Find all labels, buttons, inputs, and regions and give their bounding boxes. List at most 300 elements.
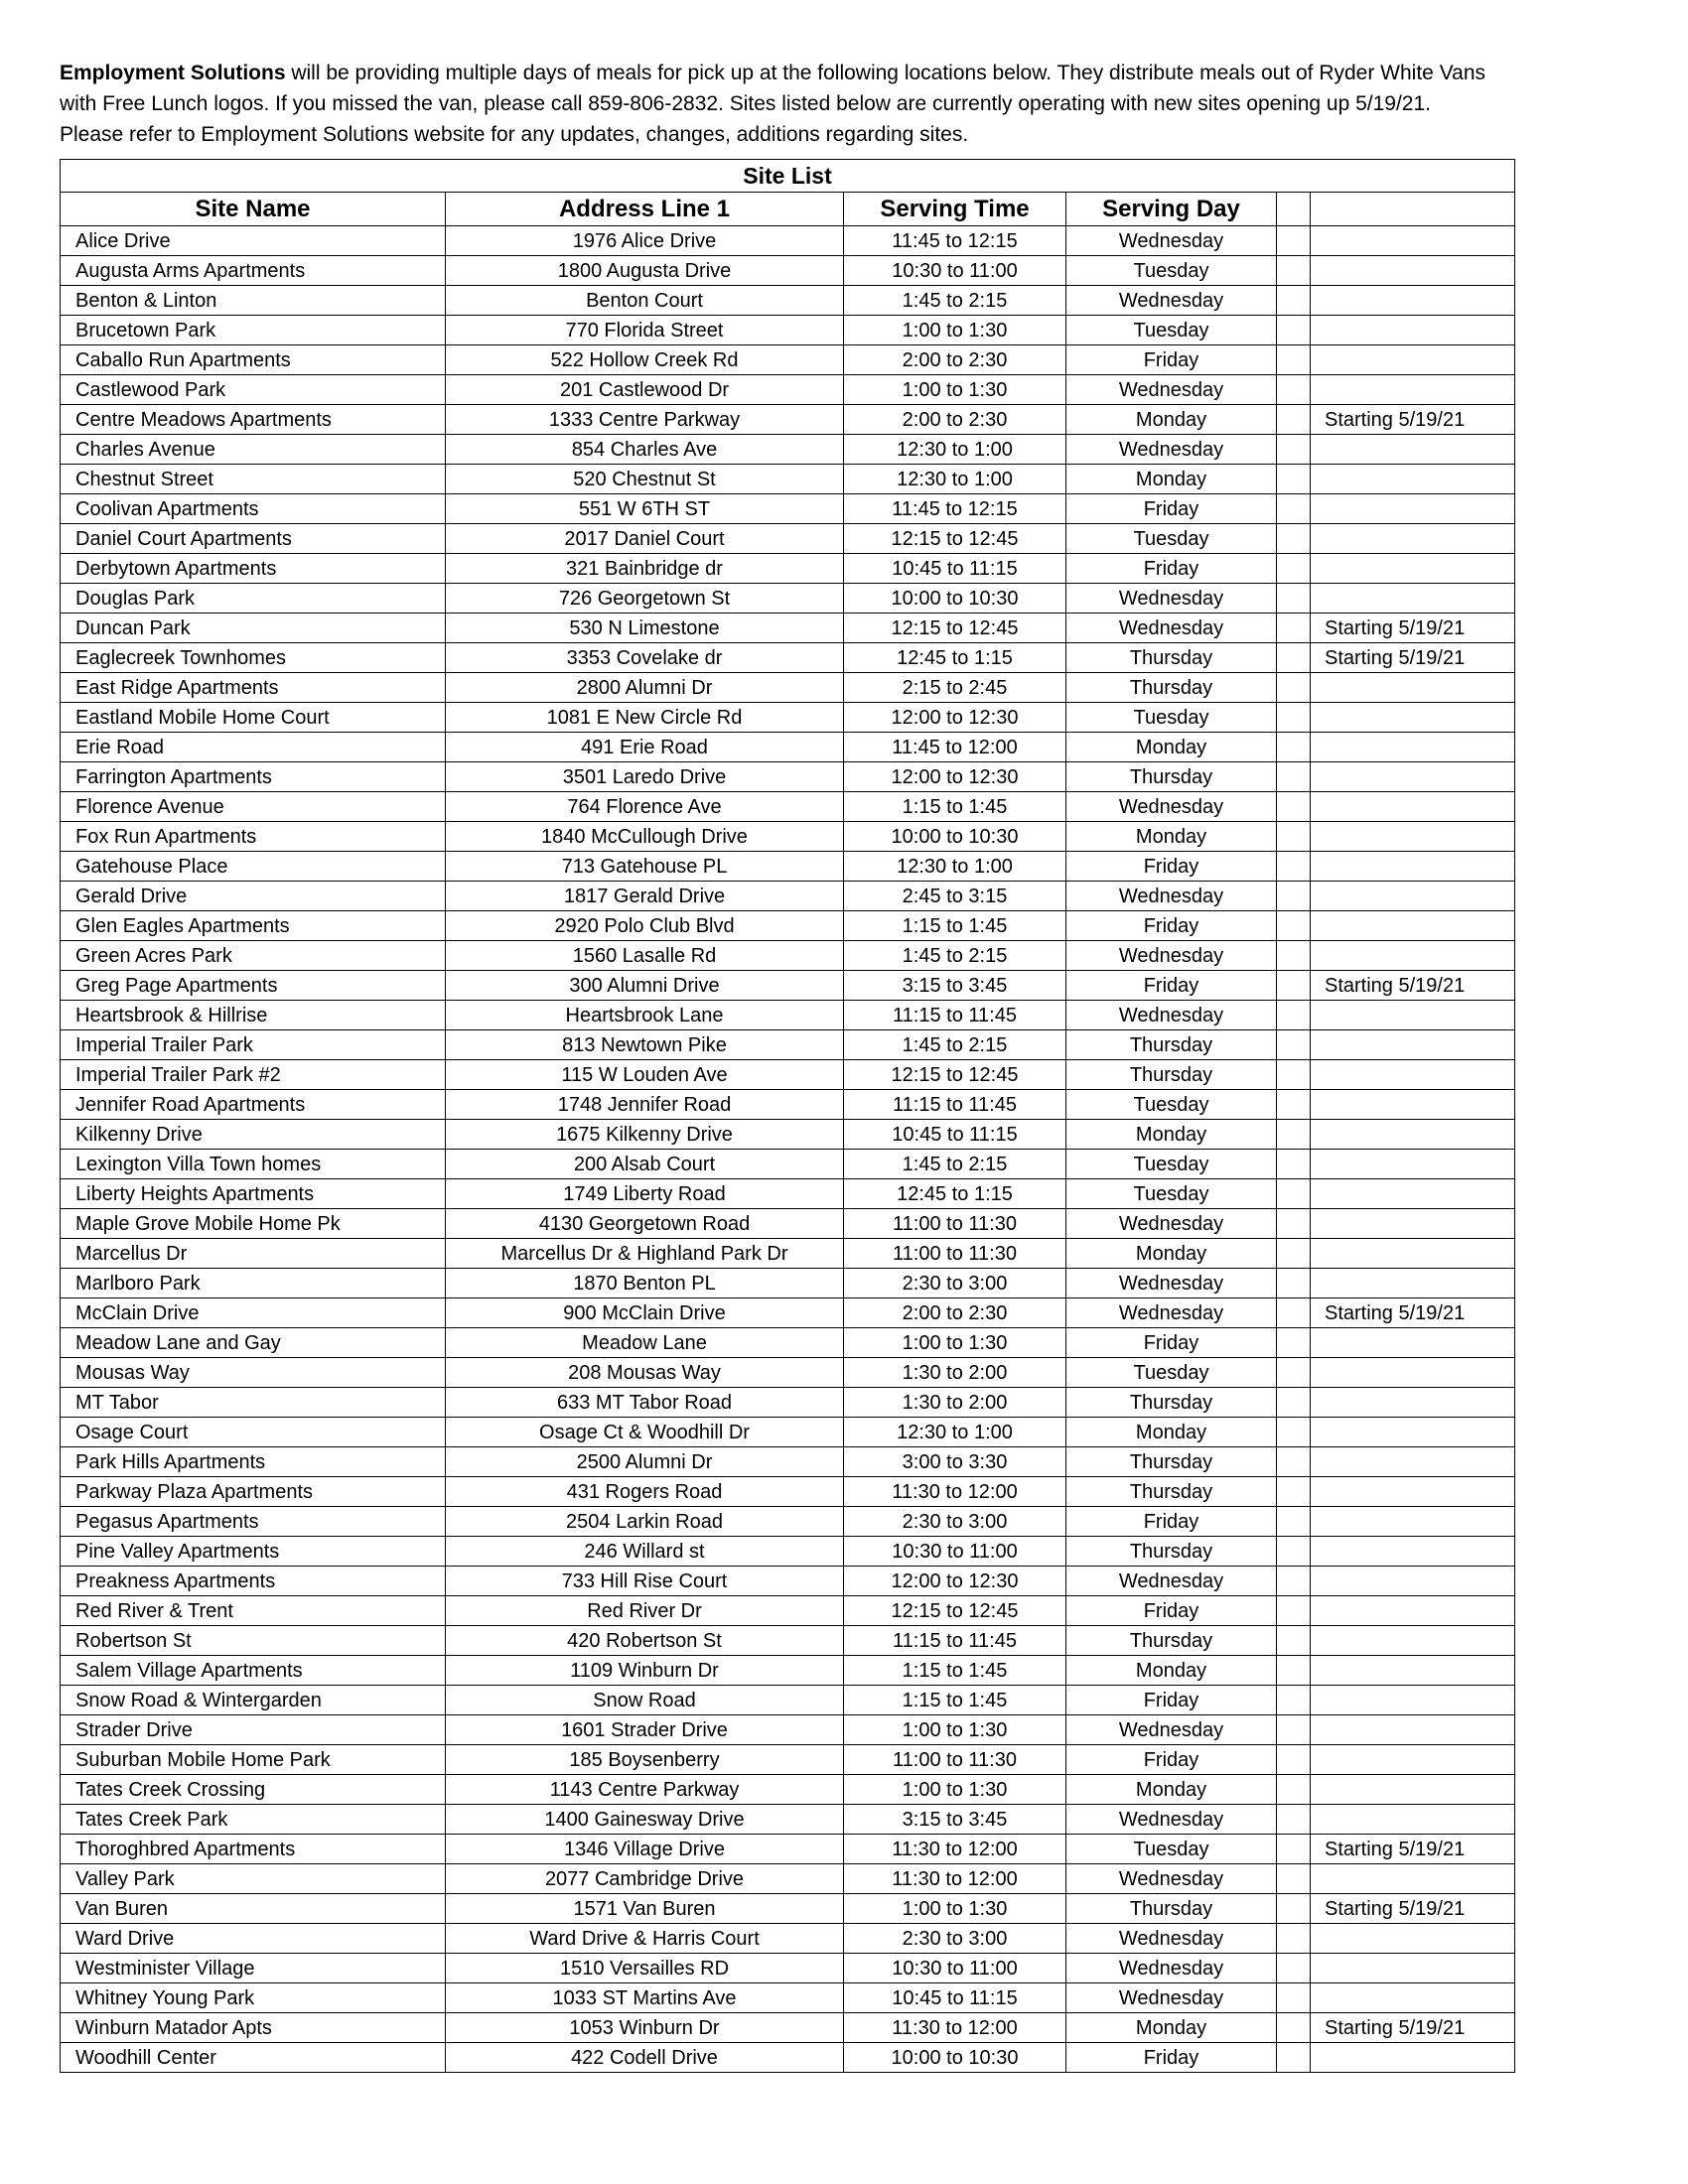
site-name-cell: Westminister Village (61, 1954, 446, 1983)
serving-time-cell: 3:15 to 3:45 (844, 971, 1066, 1001)
blank-cell (1277, 1686, 1311, 1715)
address-cell: 1400 Gainesway Drive (446, 1805, 844, 1835)
address-cell: Benton Court (446, 286, 844, 316)
note-cell (1311, 1954, 1515, 1983)
blank-cell (1277, 1388, 1311, 1418)
serving-time-cell: 1:00 to 1:30 (844, 1894, 1066, 1924)
site-name-cell: Erie Road (61, 733, 446, 762)
serving-time-cell: 10:00 to 10:30 (844, 2043, 1066, 2073)
blank-cell (1277, 1269, 1311, 1298)
address-cell: 1601 Strader Drive (446, 1715, 844, 1745)
site-name-cell: MT Tabor (61, 1388, 446, 1418)
note-cell (1311, 733, 1515, 762)
blank-cell (1277, 1775, 1311, 1805)
table-row (61, 2013, 1515, 2043)
note-cell: Starting 5/19/21 (1311, 1298, 1515, 1328)
address-cell: 1748 Jennifer Road (446, 1090, 844, 1120)
intro-line-1 (60, 58, 1648, 88)
table-row (61, 1120, 1515, 1150)
serving-time-cell: 10:30 to 11:00 (844, 1537, 1066, 1567)
table-row (61, 1745, 1515, 1775)
serving-day-cell: Wednesday (1066, 286, 1277, 316)
serving-time-cell: 1:45 to 2:15 (844, 1150, 1066, 1179)
table-row (61, 465, 1515, 494)
blank-cell (1277, 465, 1311, 494)
serving-day-cell: Wednesday (1066, 1209, 1277, 1239)
serving-time-cell: 11:15 to 11:45 (844, 1626, 1066, 1656)
table-row (61, 614, 1515, 643)
site-name-cell: Caballo Run Apartments (61, 345, 446, 375)
table-row (61, 1626, 1515, 1656)
address-cell: 2500 Alumni Dr (446, 1447, 844, 1477)
site-name-cell: McClain Drive (61, 1298, 446, 1328)
table-row (61, 1090, 1515, 1120)
serving-day-cell: Tuesday (1066, 1358, 1277, 1388)
address-cell: Heartsbrook Lane (446, 1001, 844, 1030)
serving-day-cell: Tuesday (1066, 1150, 1277, 1179)
serving-day-cell: Friday (1066, 554, 1277, 584)
serving-time-cell: 1:00 to 1:30 (844, 316, 1066, 345)
note-cell (1311, 1418, 1515, 1447)
note-cell (1311, 286, 1515, 316)
table-row (61, 911, 1515, 941)
address-cell: 1870 Benton PL (446, 1269, 844, 1298)
site-name-cell: Glen Eagles Apartments (61, 911, 446, 941)
serving-day-cell: Monday (1066, 465, 1277, 494)
serving-time-cell: 12:30 to 1:00 (844, 465, 1066, 494)
serving-time-cell: 12:15 to 12:45 (844, 614, 1066, 643)
table-row (61, 286, 1515, 316)
address-cell: Red River Dr (446, 1596, 844, 1626)
site-name-cell: Imperial Trailer Park #2 (61, 1060, 446, 1090)
note-cell (1311, 1269, 1515, 1298)
table-row (61, 673, 1515, 703)
serving-day-cell: Monday (1066, 405, 1277, 435)
site-name-cell: Pegasus Apartments (61, 1507, 446, 1537)
blank-cell (1277, 1477, 1311, 1507)
table-row (61, 1001, 1515, 1030)
address-cell: 1800 Augusta Drive (446, 256, 844, 286)
table-row (61, 2043, 1515, 2073)
table-row (61, 256, 1515, 286)
table-row (61, 1686, 1515, 1715)
table-row (61, 316, 1515, 345)
note-cell (1311, 792, 1515, 822)
note-cell (1311, 554, 1515, 584)
serving-day-cell: Wednesday (1066, 1269, 1277, 1298)
site-name-cell: Osage Court (61, 1418, 446, 1447)
serving-day-cell: Wednesday (1066, 792, 1277, 822)
site-name-cell: Green Acres Park (61, 941, 446, 971)
address-cell: Snow Road (446, 1686, 844, 1715)
table-row (61, 1209, 1515, 1239)
serving-time-cell: 1:30 to 2:00 (844, 1358, 1066, 1388)
header-serving-day: Serving Day (1066, 193, 1277, 226)
serving-day-cell: Wednesday (1066, 435, 1277, 465)
note-cell (1311, 1447, 1515, 1477)
serving-time-cell: 10:45 to 11:15 (844, 1120, 1066, 1150)
address-cell: 1143 Centre Parkway (446, 1775, 844, 1805)
address-cell: 770 Florida Street (446, 316, 844, 345)
site-name-cell: Alice Drive (61, 226, 446, 256)
site-name-cell: Tates Creek Park (61, 1805, 446, 1835)
note-cell (1311, 1358, 1515, 1388)
serving-day-cell: Thursday (1066, 1447, 1277, 1477)
blank-cell (1277, 256, 1311, 286)
address-cell: Marcellus Dr & Highland Park Dr (446, 1239, 844, 1269)
blank-cell (1277, 316, 1311, 345)
note-cell (1311, 1686, 1515, 1715)
address-cell: 713 Gatehouse PL (446, 852, 844, 882)
serving-day-cell: Friday (1066, 1507, 1277, 1537)
serving-day-cell: Thursday (1066, 673, 1277, 703)
blank-cell (1277, 703, 1311, 733)
site-name-cell: Woodhill Center (61, 2043, 446, 2073)
serving-time-cell: 3:15 to 3:45 (844, 1805, 1066, 1835)
site-name-cell: Van Buren (61, 1894, 446, 1924)
site-name-cell: Maple Grove Mobile Home Pk (61, 1209, 446, 1239)
serving-time-cell: 12:30 to 1:00 (844, 1418, 1066, 1447)
site-name-cell: Fox Run Apartments (61, 822, 446, 852)
serving-day-cell: Monday (1066, 822, 1277, 852)
note-cell (1311, 375, 1515, 405)
note-cell (1311, 1924, 1515, 1954)
blank-cell (1277, 1805, 1311, 1835)
note-cell (1311, 1567, 1515, 1596)
blank-cell (1277, 1060, 1311, 1090)
table-row (61, 375, 1515, 405)
note-cell (1311, 1001, 1515, 1030)
serving-time-cell: 2:15 to 2:45 (844, 673, 1066, 703)
note-cell (1311, 1626, 1515, 1656)
blank-cell (1277, 226, 1311, 256)
note-cell (1311, 1150, 1515, 1179)
address-cell: 321 Bainbridge dr (446, 554, 844, 584)
note-cell: Starting 5/19/21 (1311, 2013, 1515, 2043)
note-cell (1311, 1715, 1515, 1745)
address-cell: 733 Hill Rise Court (446, 1567, 844, 1596)
table-row (61, 435, 1515, 465)
serving-time-cell: 11:45 to 12:15 (844, 226, 1066, 256)
note-cell (1311, 1209, 1515, 1239)
table-row (61, 1418, 1515, 1447)
serving-time-cell: 2:30 to 3:00 (844, 1507, 1066, 1537)
note-cell (1311, 1596, 1515, 1626)
serving-time-cell: 11:00 to 11:30 (844, 1209, 1066, 1239)
serving-day-cell: Wednesday (1066, 941, 1277, 971)
serving-time-cell: 12:30 to 1:00 (844, 852, 1066, 882)
address-cell: 1033 ST Martins Ave (446, 1983, 844, 2013)
serving-day-cell: Monday (1066, 2013, 1277, 2043)
serving-time-cell: 2:45 to 3:15 (844, 882, 1066, 911)
serving-day-cell: Wednesday (1066, 584, 1277, 614)
site-name-cell: Duncan Park (61, 614, 446, 643)
site-name-cell: Coolivan Apartments (61, 494, 446, 524)
serving-time-cell: 10:00 to 10:30 (844, 822, 1066, 852)
note-cell (1311, 226, 1515, 256)
note-cell (1311, 673, 1515, 703)
blank-cell (1277, 733, 1311, 762)
table-row (61, 852, 1515, 882)
blank-cell (1277, 1179, 1311, 1209)
blank-cell (1277, 1924, 1311, 1954)
address-cell: 813 Newtown Pike (446, 1030, 844, 1060)
table-row (61, 703, 1515, 733)
serving-time-cell: 12:45 to 1:15 (844, 643, 1066, 673)
blank-cell (1277, 2043, 1311, 2073)
table-row (61, 226, 1515, 256)
serving-time-cell: 1:45 to 2:15 (844, 1030, 1066, 1060)
note-cell (1311, 1656, 1515, 1686)
site-list-table (60, 159, 1515, 2073)
serving-day-cell: Tuesday (1066, 524, 1277, 554)
site-name-cell: Farrington Apartments (61, 762, 446, 792)
table-title: Site List (61, 160, 1515, 193)
note-cell (1311, 584, 1515, 614)
site-name-cell: Benton & Linton (61, 286, 446, 316)
site-name-cell: Suburban Mobile Home Park (61, 1745, 446, 1775)
site-name-cell: Preakness Apartments (61, 1567, 446, 1596)
table-row (61, 1924, 1515, 1954)
site-name-cell: Red River & Trent (61, 1596, 446, 1626)
blank-cell (1277, 673, 1311, 703)
serving-time-cell: 11:00 to 11:30 (844, 1239, 1066, 1269)
serving-time-cell: 1:30 to 2:00 (844, 1388, 1066, 1418)
serving-day-cell: Friday (1066, 1328, 1277, 1358)
blank-cell (1277, 971, 1311, 1001)
note-cell (1311, 1388, 1515, 1418)
note-cell (1311, 911, 1515, 941)
note-cell (1311, 1060, 1515, 1090)
table-row (61, 1358, 1515, 1388)
address-cell: 1749 Liberty Road (446, 1179, 844, 1209)
note-cell (1311, 762, 1515, 792)
table-row (61, 1239, 1515, 1269)
serving-day-cell: Friday (1066, 2043, 1277, 2073)
address-cell: 900 McClain Drive (446, 1298, 844, 1328)
serving-day-cell: Thursday (1066, 1060, 1277, 1090)
serving-time-cell: 1:15 to 1:45 (844, 1656, 1066, 1686)
serving-day-cell: Tuesday (1066, 1179, 1277, 1209)
serving-time-cell: 2:30 to 3:00 (844, 1924, 1066, 1954)
table-row (61, 1388, 1515, 1418)
blank-cell (1277, 524, 1311, 554)
serving-day-cell: Wednesday (1066, 1567, 1277, 1596)
serving-day-cell: Wednesday (1066, 1298, 1277, 1328)
address-cell: 246 Willard st (446, 1537, 844, 1567)
serving-time-cell: 11:15 to 11:45 (844, 1090, 1066, 1120)
blank-cell (1277, 1626, 1311, 1656)
address-cell: 185 Boysenberry (446, 1745, 844, 1775)
table-row (61, 1298, 1515, 1328)
site-name-cell: Park Hills Apartments (61, 1447, 446, 1477)
intro-line-2: with Free Lunch logos. If you missed the van, please call 859-806-2832. Sites listed below are currently operating with new sites opening up 5/19/21. (60, 92, 1431, 115)
address-cell: 2920 Polo Club Blvd (446, 911, 844, 941)
blank-cell (1277, 911, 1311, 941)
blank-cell (1277, 1209, 1311, 1239)
header-site-name: Site Name (61, 193, 446, 226)
serving-time-cell: 2:30 to 3:00 (844, 1269, 1066, 1298)
serving-day-cell: Tuesday (1066, 1090, 1277, 1120)
blank-cell (1277, 1418, 1311, 1447)
table-row (61, 941, 1515, 971)
serving-time-cell: 12:30 to 1:00 (844, 435, 1066, 465)
site-name-cell: Centre Meadows Apartments (61, 405, 446, 435)
blank-cell (1277, 762, 1311, 792)
table-row (61, 1715, 1515, 1745)
blank-cell (1277, 2013, 1311, 2043)
serving-time-cell: 1:00 to 1:30 (844, 1775, 1066, 1805)
blank-cell (1277, 1298, 1311, 1328)
serving-day-cell: Friday (1066, 911, 1277, 941)
note-cell (1311, 1090, 1515, 1120)
serving-day-cell: Friday (1066, 971, 1277, 1001)
table-body (61, 226, 1515, 2073)
intro-paragraph (60, 58, 1648, 150)
blank-cell (1277, 852, 1311, 882)
serving-day-cell: Wednesday (1066, 614, 1277, 643)
serving-day-cell: Thursday (1066, 1894, 1277, 1924)
serving-day-cell: Tuesday (1066, 703, 1277, 733)
header-blank-1 (1277, 193, 1311, 226)
serving-time-cell: 1:00 to 1:30 (844, 1328, 1066, 1358)
site-name-cell: Eastland Mobile Home Court (61, 703, 446, 733)
address-cell: 3501 Laredo Drive (446, 762, 844, 792)
site-name-cell: Mousas Way (61, 1358, 446, 1388)
serving-time-cell: 12:15 to 12:45 (844, 1596, 1066, 1626)
serving-day-cell: Wednesday (1066, 1001, 1277, 1030)
address-cell: 764 Florence Ave (446, 792, 844, 822)
blank-cell (1277, 1358, 1311, 1388)
blank-cell (1277, 1537, 1311, 1567)
blank-cell (1277, 1328, 1311, 1358)
table-title-row (61, 160, 1515, 193)
address-cell: 633 MT Tabor Road (446, 1388, 844, 1418)
blank-cell (1277, 584, 1311, 614)
serving-time-cell: 1:15 to 1:45 (844, 1686, 1066, 1715)
note-cell (1311, 316, 1515, 345)
note-cell (1311, 882, 1515, 911)
site-name-cell: Imperial Trailer Park (61, 1030, 446, 1060)
serving-day-cell: Wednesday (1066, 1924, 1277, 1954)
serving-day-cell: Monday (1066, 1120, 1277, 1150)
note-cell (1311, 1983, 1515, 2013)
serving-day-cell: Friday (1066, 1596, 1277, 1626)
address-cell: 1333 Centre Parkway (446, 405, 844, 435)
table-row (61, 1864, 1515, 1894)
table-row (61, 584, 1515, 614)
table-row (61, 494, 1515, 524)
serving-time-cell: 2:00 to 2:30 (844, 345, 1066, 375)
table-row (61, 405, 1515, 435)
address-cell: 1840 McCullough Drive (446, 822, 844, 852)
address-cell: 726 Georgetown St (446, 584, 844, 614)
note-cell: Starting 5/19/21 (1311, 643, 1515, 673)
table-row (61, 1596, 1515, 1626)
site-name-cell: Thoroghbred Apartments (61, 1835, 446, 1864)
serving-time-cell: 10:30 to 11:00 (844, 1954, 1066, 1983)
site-name-cell: Gatehouse Place (61, 852, 446, 882)
note-cell (1311, 1179, 1515, 1209)
serving-time-cell: 12:00 to 12:30 (844, 1567, 1066, 1596)
blank-cell (1277, 286, 1311, 316)
site-name-cell: Gerald Drive (61, 882, 446, 911)
address-cell: 1346 Village Drive (446, 1835, 844, 1864)
site-name-cell: Douglas Park (61, 584, 446, 614)
site-name-cell: Brucetown Park (61, 316, 446, 345)
table-row (61, 1954, 1515, 1983)
address-cell: 201 Castlewood Dr (446, 375, 844, 405)
note-cell (1311, 524, 1515, 554)
address-cell: Ward Drive & Harris Court (446, 1924, 844, 1954)
serving-time-cell: 10:45 to 11:15 (844, 1983, 1066, 2013)
table-row (61, 882, 1515, 911)
site-name-cell: Eaglecreek Townhomes (61, 643, 446, 673)
site-name-cell: East Ridge Apartments (61, 673, 446, 703)
serving-time-cell: 2:00 to 2:30 (844, 1298, 1066, 1328)
address-cell: 115 W Louden Ave (446, 1060, 844, 1090)
serving-day-cell: Wednesday (1066, 226, 1277, 256)
serving-time-cell: 3:00 to 3:30 (844, 1447, 1066, 1477)
note-cell (1311, 494, 1515, 524)
serving-time-cell: 1:15 to 1:45 (844, 792, 1066, 822)
table-row (61, 1537, 1515, 1567)
address-cell: 3353 Covelake dr (446, 643, 844, 673)
header-address: Address Line 1 (446, 193, 844, 226)
serving-day-cell: Wednesday (1066, 1715, 1277, 1745)
site-name-cell: Ward Drive (61, 1924, 446, 1954)
table-row (61, 1179, 1515, 1209)
blank-cell (1277, 1567, 1311, 1596)
note-cell (1311, 1120, 1515, 1150)
address-cell: 1571 Van Buren (446, 1894, 844, 1924)
serving-time-cell: 12:00 to 12:30 (844, 703, 1066, 733)
serving-day-cell: Thursday (1066, 1477, 1277, 1507)
table-row (61, 792, 1515, 822)
serving-day-cell: Tuesday (1066, 316, 1277, 345)
intro-line-1-text: will be providing multiple days of meals for pick up at the following locations below. They distribute meals out of Ryder White Vans (285, 62, 1485, 84)
table-row (61, 1775, 1515, 1805)
site-name-cell: Daniel Court Apartments (61, 524, 446, 554)
blank-cell (1277, 1120, 1311, 1150)
site-name-cell: Lexington Villa Town homes (61, 1150, 446, 1179)
serving-day-cell: Friday (1066, 852, 1277, 882)
table-row (61, 1656, 1515, 1686)
site-name-cell: Meadow Lane and Gay (61, 1328, 446, 1358)
site-name-cell: Castlewood Park (61, 375, 446, 405)
table-row (61, 1447, 1515, 1477)
serving-time-cell: 1:15 to 1:45 (844, 911, 1066, 941)
table-row (61, 1835, 1515, 1864)
serving-time-cell: 11:30 to 12:00 (844, 2013, 1066, 2043)
note-cell (1311, 941, 1515, 971)
address-cell: 1053 Winburn Dr (446, 2013, 844, 2043)
site-name-cell: Marlboro Park (61, 1269, 446, 1298)
serving-time-cell: 11:45 to 12:00 (844, 733, 1066, 762)
table-row (61, 345, 1515, 375)
serving-day-cell: Wednesday (1066, 1954, 1277, 1983)
blank-cell (1277, 1656, 1311, 1686)
site-name-cell: Heartsbrook & Hillrise (61, 1001, 446, 1030)
address-cell: 208 Mousas Way (446, 1358, 844, 1388)
site-name-cell: Valley Park (61, 1864, 446, 1894)
note-cell (1311, 822, 1515, 852)
address-cell: 422 Codell Drive (446, 2043, 844, 2073)
intro-line-3: Please refer to Employment Solutions website for any updates, changes, additions regarding sites. (60, 123, 969, 146)
blank-cell (1277, 941, 1311, 971)
address-cell: 2017 Daniel Court (446, 524, 844, 554)
serving-day-cell: Monday (1066, 1656, 1277, 1686)
